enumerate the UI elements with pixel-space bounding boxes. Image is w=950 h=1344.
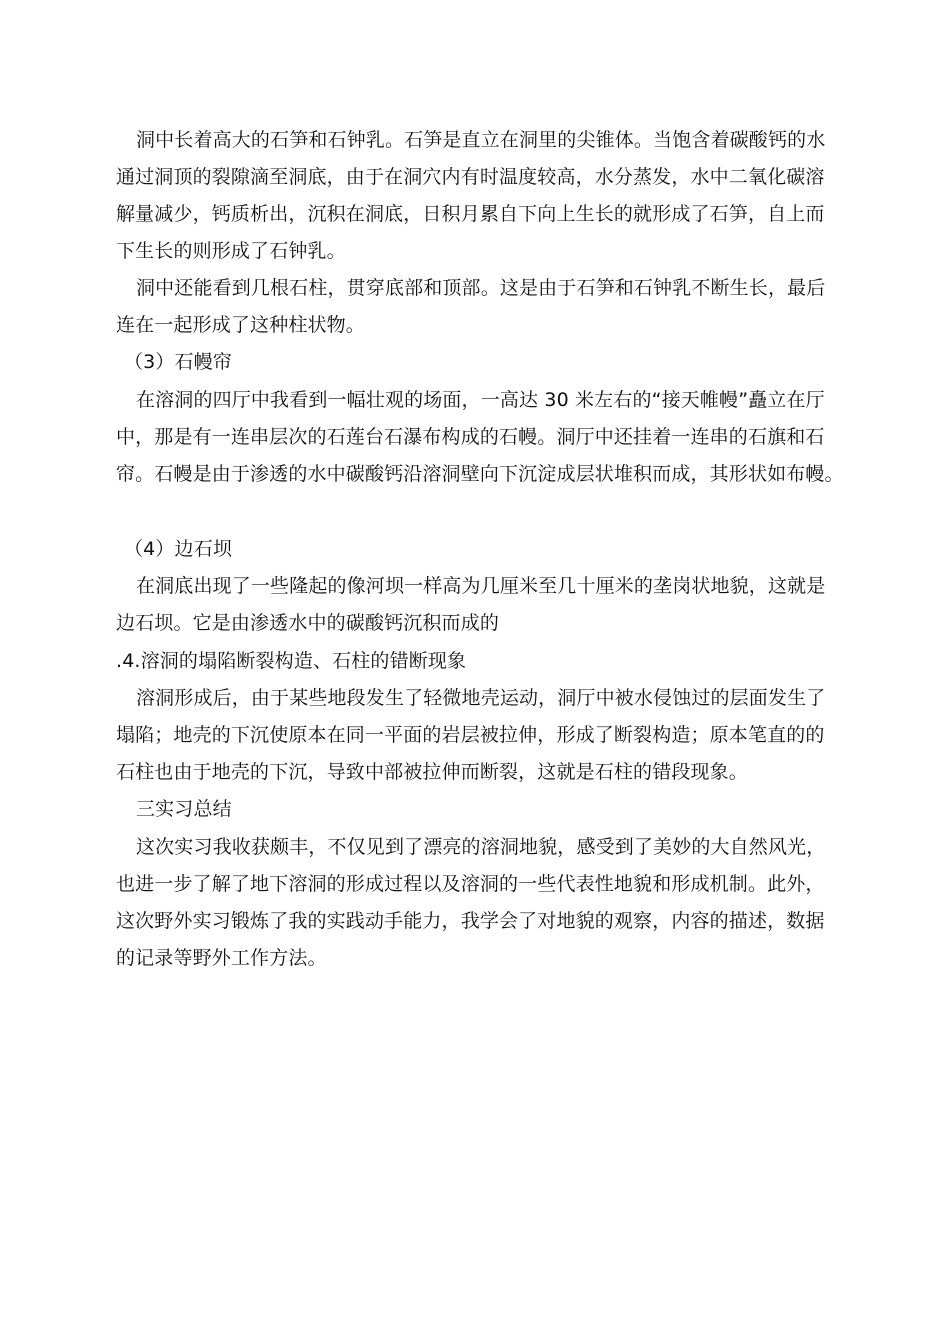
text-line: 边石坝。它是由渗透水中的碳酸钙沉积而成的: [116, 612, 500, 634]
section-heading: 三实习总结: [136, 798, 232, 820]
text-line: 石柱也由于地壳的下沉，导致中部被拉伸而断裂，这就是石柱的错段现象。: [116, 761, 748, 783]
section-heading: .4.溶洞的塌陷断裂构造、石柱的错断现象: [116, 650, 467, 672]
text-line: 下生长的则形成了石钟乳。: [116, 240, 346, 262]
section-heading: （3）石幔帘: [124, 351, 232, 373]
text-line: 连在一起形成了这种柱状物。: [116, 314, 365, 336]
text-line: 洞中还能看到几根石柱，贯穿底部和顶部。这是由于石笋和石钟乳不断生长，最后: [136, 277, 826, 299]
text-line: 也进一步了解了地下溶洞的形成过程以及溶洞的一些代表性地貌和形成机制。此外，: [116, 873, 825, 895]
text-line: 通过洞顶的裂隙滴至洞底，由于在洞穴内有时温度较高，水分蒸发，水中二氧化碳溶: [116, 166, 825, 188]
text-line: 这次实习我收获颇丰，不仅见到了漂亮的溶洞地貌，感受到了美妙的大自然风光，: [136, 836, 826, 858]
text-line: 中，那是有一连串层次的石莲台石瀑布构成的石幔。洞厅中还挂着一连串的石旗和石: [116, 426, 825, 448]
text-line: 这次野外实习锻炼了我的实践动手能力，我学会了对地貌的观察，内容的描述，数据: [116, 910, 825, 932]
text-line: 在溶洞的四厅中我看到一幅壮观的场面，一高达 30 米左右的“接天帷幔”矗立在厅: [136, 389, 825, 411]
text-line: 解量减少，钙质析出，沉积在洞底，日积月累自下向上生长的就形成了石笋，自上而: [116, 203, 825, 225]
text-line: 的记录等野外工作方法。: [116, 947, 327, 969]
text-line: 帘。石幔是由于渗透的水中碳酸钙沿溶洞壁向下沉淀成层状堆积而成，其形状如布幔。: [116, 463, 844, 485]
text-line: 溶洞形成后，由于某些地段发生了轻微地壳运动，洞厅中被水侵蚀过的层面发生了: [136, 687, 826, 709]
text-line: 洞中长着高大的石笋和石钟乳。石笋是直立在洞里的尖锥体。当饱含着碳酸钙的水: [136, 129, 826, 151]
text-line: 在洞底出现了一些隆起的像河坝一样高为几厘米至几十厘米的垄岗状地貌，这就是: [136, 575, 826, 597]
section-heading: （4）边石坝: [124, 538, 232, 560]
text-line: 塌陷；地壳的下沉使原本在同一平面的岩层被拉伸，形成了断裂构造；原本笔直的的: [116, 724, 825, 746]
